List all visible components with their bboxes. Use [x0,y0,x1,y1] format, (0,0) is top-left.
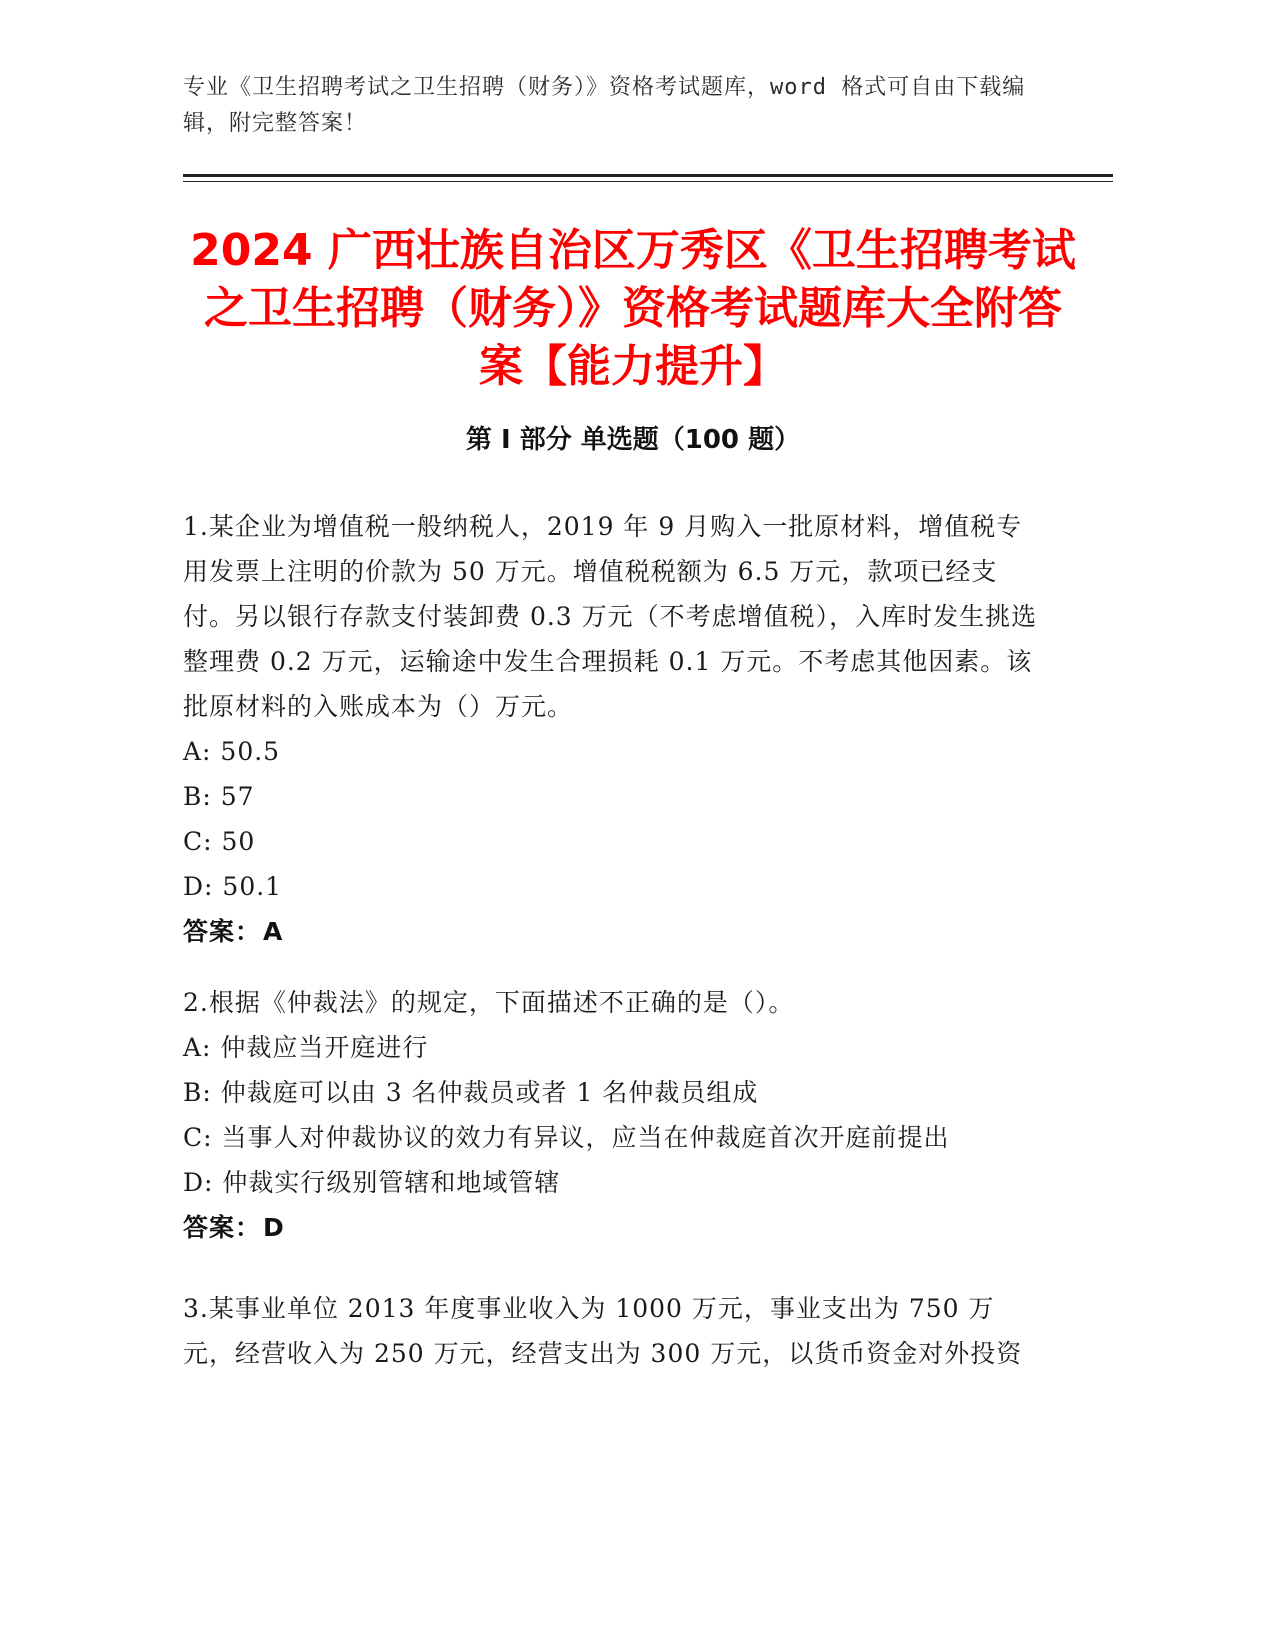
answer-line [183,909,1043,954]
header-note: 专业《卫生招聘考试之卫生招聘（财务）》资格考试题库，word 格式可自由下载编辑，附完整答案！ [183,75,1026,136]
answer-label: 答案： [183,1213,262,1242]
question-stem: 3.某事业单位 2013 年度事业收入为 1000 万元，事业支出为 750 万元，经营收入为 250 万元，经营支出为 300 万元，以货币资金对外投资 [183,1294,1023,1368]
header-divider-thin [183,181,1113,182]
option-d: D: 仲裁实行级别管辖和地域管辖 [183,1168,561,1197]
answer-value: A [263,917,284,946]
option-b: B: 仲裁庭可以由 3 名仲裁员或者 1 名仲裁员组成 [183,1078,759,1107]
option-a: A: 仲裁应当开庭进行 [183,1033,429,1062]
option-a: A: 50.5 [183,737,281,766]
option-c: C: 当事人对仲裁协议的效力有异议，应当在仲裁庭首次开庭前提出 [183,1123,950,1152]
option-d: D: 50.1 [183,872,283,901]
question-2 [183,980,1043,1250]
section-heading: 第 I 部分 单选题（100 题） [465,425,801,455]
document-title: 2024 广西壮族自治区万秀区《卫生招聘考试之卫生招聘（财务）》资格考试题库大全附答案【能力提升】 [190,225,1076,392]
question-stem: 2.根据《仲裁法》的规定，下面描述不正确的是（）。 [183,988,795,1017]
option-c: C: 50 [183,827,256,856]
option-b: B: 57 [183,782,255,811]
answer-value: D [263,1213,285,1242]
header-divider-thick [183,174,1113,177]
question-stem: 1.某企业为增值税一般纳税人，2019 年 9 月购入一批原材料，增值税专用发票上注明的价款为 50 万元。增值税税额为 6.5 万元，款项已经支付。另以银行存款支付装卸费 0.3 万元（不考虑增值税），入库时发生挑选整理费 0.2 万元，运输途中发生合理损耗 0.1 万元。不考虑其他因素。该批原材料的入账成本为（）万元。 [183,512,1038,721]
question-3 [183,1286,1043,1376]
answer-label: 答案： [183,917,262,946]
answer-line [183,1205,1043,1250]
question-1 [183,504,1043,954]
